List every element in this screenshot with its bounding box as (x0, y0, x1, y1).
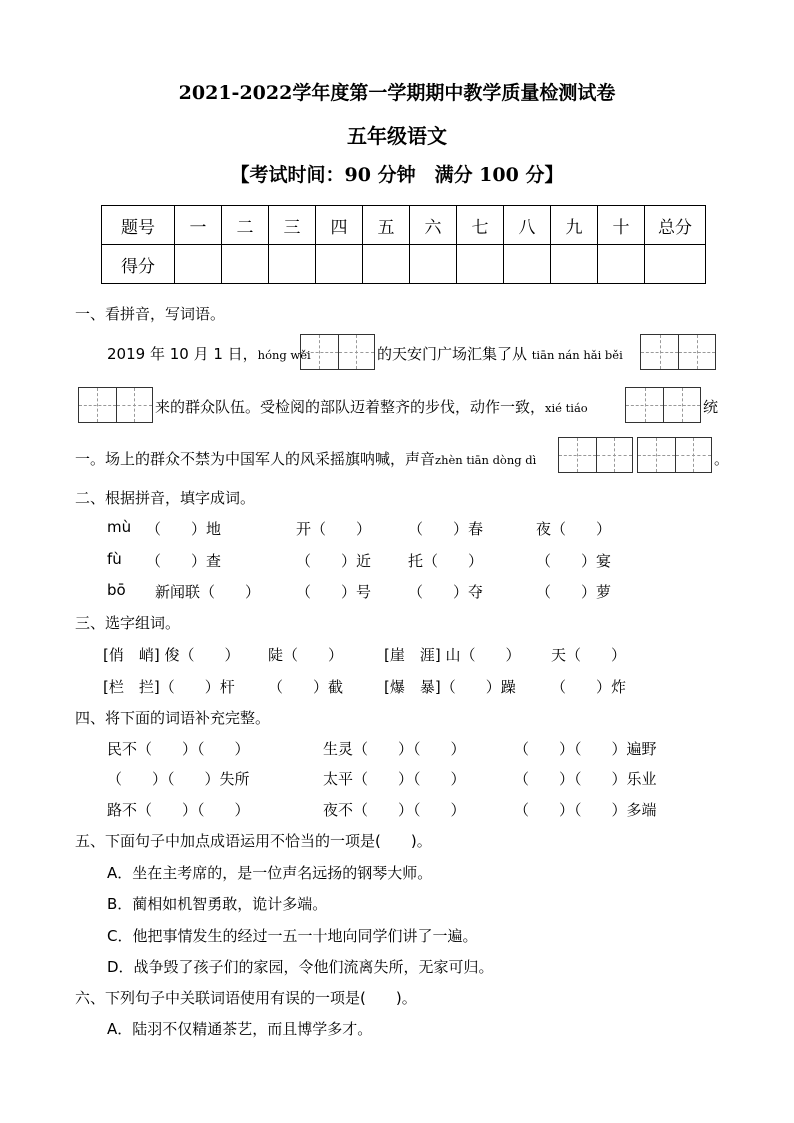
writing-cell[interactable] (675, 438, 712, 472)
score-input-cell[interactable] (645, 245, 706, 284)
section1-text (377, 343, 623, 364)
section1-text (107, 343, 311, 364)
exam-title: 2021-2022学年度第一学期期中教学质量检测试卷 (178, 82, 616, 104)
writing-cell[interactable] (301, 335, 338, 369)
score-header-cell: 二 (222, 206, 269, 245)
score-header-cell: 三 (269, 206, 316, 245)
writing-grid-hongwei[interactable] (300, 334, 375, 370)
score-input-cell[interactable] (504, 245, 551, 284)
writing-grid-dongdi[interactable] (637, 437, 712, 473)
score-input-cell[interactable] (222, 245, 269, 284)
writing-cell[interactable] (596, 438, 633, 472)
fill-item[interactable]: （ ）夺 (408, 583, 484, 601)
fill-item[interactable]: （ ）号 (296, 583, 372, 601)
score-header-cell: 五 (363, 206, 410, 245)
option-b[interactable]: B．蔺相如机智勇敢，诡计多端。 (107, 895, 328, 913)
score-input-cell[interactable] (269, 245, 316, 284)
writing-grid-zhentian[interactable] (558, 437, 633, 473)
writing-cell[interactable] (663, 388, 700, 422)
fill-item[interactable]: （ ）（ ）多端 (514, 801, 657, 819)
score-header-cell: 题号 (102, 206, 175, 245)
section3-heading: 三、选字组词。 (75, 614, 181, 632)
pinyin-label: tiān nán hǎi běi (531, 348, 623, 362)
writing-grid-tiannanhaibei-2[interactable] (78, 387, 153, 423)
score-header-cell: 七 (457, 206, 504, 245)
fill-item[interactable]: 路不（ ）（ ） (107, 801, 250, 819)
fill-item[interactable]: [栏 拦]（ ）杆 (103, 678, 235, 696)
fill-item[interactable]: （ ）萝 (536, 583, 612, 601)
section1-text: 。 (714, 450, 730, 468)
score-table-header-row (102, 206, 706, 245)
section1-text (155, 396, 588, 417)
writing-cell[interactable] (641, 335, 678, 369)
score-input-cell[interactable] (363, 245, 410, 284)
exam-info: 【考试时间：90 分钟 满分 100 分】 (230, 164, 564, 186)
section1-text: 统 (703, 398, 719, 416)
fill-item[interactable]: 托（ ） (408, 552, 484, 570)
fill-item[interactable]: （ ）地 (146, 520, 222, 538)
fill-item[interactable]: 民不（ ）（ ） (107, 740, 250, 758)
pinyin-label: hóng wěi (257, 348, 311, 362)
fill-item[interactable]: （ ）春 (408, 520, 484, 538)
fill-item[interactable]: [崖 涯] 山（ ） (384, 646, 521, 664)
fill-item[interactable]: 生灵（ ）（ ） (323, 740, 466, 758)
fill-item[interactable]: [俏 峭] 俊（ ） (103, 646, 240, 664)
score-input-cell[interactable] (598, 245, 645, 284)
score-table-score-row (102, 245, 706, 284)
fill-item[interactable]: [爆 暴]（ ）躁 (384, 678, 516, 696)
fill-item[interactable]: （ ）近 (296, 552, 372, 570)
fill-item[interactable]: 开（ ） (296, 520, 372, 538)
section1-text-part: 2019 年 10 月 1 日， (107, 345, 258, 363)
fill-item[interactable]: 夜不（ ）（ ） (323, 801, 466, 819)
score-table (101, 205, 706, 284)
fill-item[interactable]: （ ）炸 (551, 678, 627, 696)
writing-cell[interactable] (338, 335, 375, 369)
score-row-label: 得分 (102, 245, 175, 284)
score-header-cell: 一 (175, 206, 222, 245)
fill-item[interactable]: （ ）（ ）失所 (107, 770, 250, 788)
fill-item[interactable]: （ ）（ ）遍野 (514, 740, 657, 758)
score-header-cell: 九 (551, 206, 598, 245)
fill-item[interactable]: 夜（ ） (536, 520, 612, 538)
section1-text (75, 448, 536, 469)
score-header-cell: 六 (410, 206, 457, 245)
writing-cell[interactable] (559, 438, 596, 472)
pinyin-label: mù (107, 518, 132, 536)
option-a[interactable]: A．陆羽不仅精通茶艺，而且博学多才。 (107, 1020, 373, 1038)
score-input-cell[interactable] (175, 245, 222, 284)
exam-subtitle: 五年级语文 (347, 124, 447, 148)
fill-item[interactable]: （ ）宴 (536, 552, 612, 570)
pinyin-label: zhèn tiān dòng dì (435, 453, 537, 467)
writing-cell[interactable] (638, 438, 675, 472)
option-c[interactable]: C．他把事情发生的经过一五一十地向同学们讲了一遍。 (107, 927, 478, 945)
pinyin-label: fù (107, 550, 122, 568)
writing-cell[interactable] (79, 388, 116, 422)
fill-item[interactable]: （ ）截 (268, 678, 344, 696)
fill-item[interactable]: 太平（ ）（ ） (323, 770, 466, 788)
section1-text-part: 来的群众队伍。受检阅的部队迈着整齐的步伐，动作一致， (155, 398, 546, 416)
score-input-cell[interactable] (316, 245, 363, 284)
writing-cell[interactable] (116, 388, 153, 422)
section4-heading: 四、将下面的词语补充完整。 (75, 709, 271, 727)
pinyin-label: bō (107, 581, 126, 599)
writing-cell[interactable] (678, 335, 715, 369)
score-input-cell[interactable] (457, 245, 504, 284)
option-d[interactable]: D．战争毁了孩子们的家园，令他们流离失所，无家可归。 (107, 958, 494, 976)
section5-heading: 五、下面句子中加点成语运用不恰当的一项是( )。 (75, 832, 432, 850)
section1-heading: 一、看拼音，写词语。 (75, 305, 226, 323)
section2-heading: 二、根据拼音，填字成词。 (75, 489, 256, 507)
score-header-cell: 十 (598, 206, 645, 245)
writing-grid-tiannanhaibei-1[interactable] (640, 334, 716, 370)
writing-grid-xietiao[interactable] (625, 387, 701, 423)
score-header-cell: 四 (316, 206, 363, 245)
score-header-cell: 总分 (645, 206, 706, 245)
pinyin-label: xié tiáo (545, 401, 588, 415)
section1-text-part: 一。场上的群众不禁为中国军人的风采摇旗呐喊，声音 (75, 450, 436, 468)
fill-item[interactable]: 天（ ） (551, 646, 627, 664)
fill-item[interactable]: （ ）（ ）乐业 (514, 770, 657, 788)
writing-cell[interactable] (626, 388, 663, 422)
score-input-cell[interactable] (551, 245, 598, 284)
fill-item[interactable]: 新闻联（ ） (155, 583, 261, 601)
fill-item[interactable]: 陡（ ） (268, 646, 344, 664)
section1-text-part: 的天安门广场汇集了从 (377, 345, 528, 363)
section6-heading: 六、下列句子中关联词语使用有误的一项是( )。 (75, 989, 417, 1007)
fill-item[interactable]: （ ）查 (146, 552, 222, 570)
score-input-cell[interactable] (410, 245, 457, 284)
score-header-cell: 八 (504, 206, 551, 245)
option-a[interactable]: A．坐在主考席的，是一位声名远扬的钢琴大师。 (107, 864, 433, 882)
